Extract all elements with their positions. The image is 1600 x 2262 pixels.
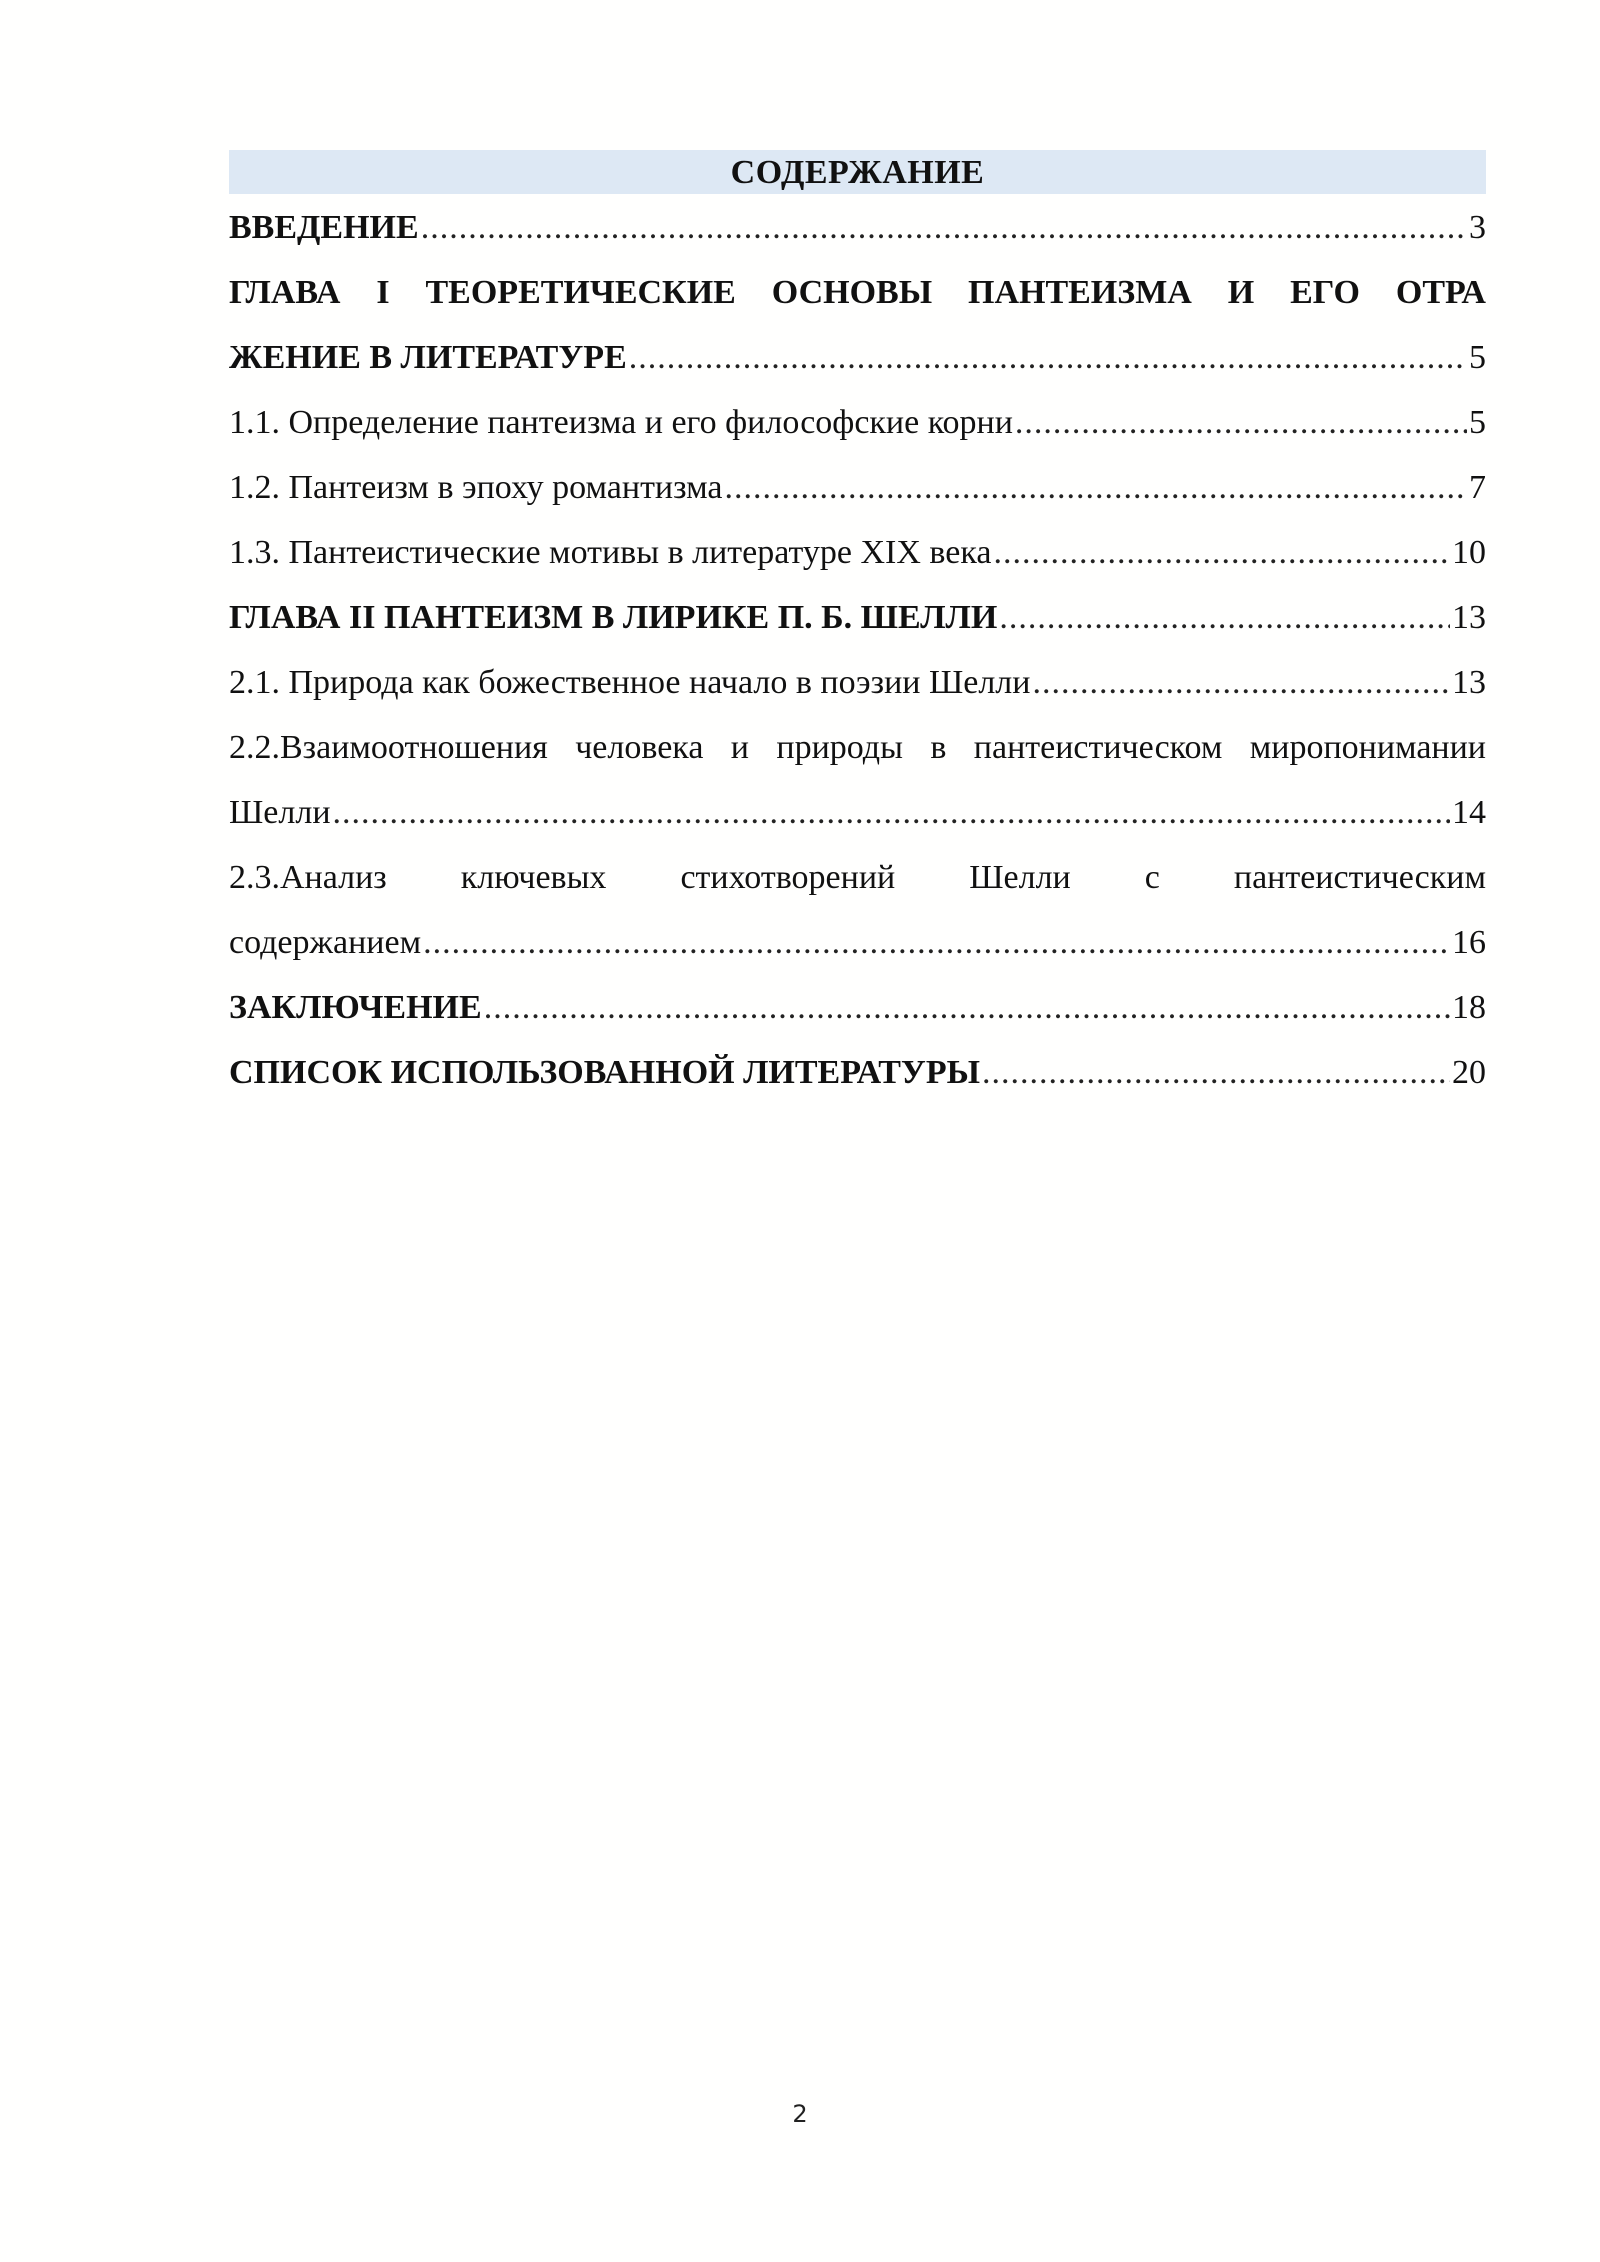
toc-entry-1-3[interactable] — [229, 520, 1486, 585]
toc-entry-label: ГЛАВА II ПАНТЕИЗМ В ЛИРИКЕ П. Б. ШЕЛЛИ — [229, 599, 998, 636]
table-of-contents — [229, 150, 1486, 1105]
toc-entry-label: Шелли — [229, 794, 331, 831]
dot-leader — [982, 1040, 1450, 1105]
toc-entry-page: 3 — [1469, 209, 1486, 246]
toc-entry-label: ВВЕДЕНИЕ — [229, 209, 419, 246]
toc-entry-page: 13 — [1452, 664, 1486, 701]
toc-entry-1-1[interactable] — [229, 390, 1486, 455]
toc-entry-label: ЖЕНИЕ В ЛИТЕРАТУРЕ — [229, 339, 627, 376]
dot-leader — [999, 585, 1450, 650]
toc-entry-label-line1: 2.2.Взаимоотношения человека и природы в пантеистическом миропонимании — [229, 729, 1486, 766]
toc-entry-label: СПИСОК ИСПОЛЬЗОВАННОЙ ЛИТЕРАТУРЫ — [229, 1054, 980, 1091]
toc-entry-label: 1.3. Пантеистические мотивы в литературе XIX века — [229, 534, 992, 571]
toc-title: СОДЕРЖАНИЕ — [229, 150, 1486, 194]
toc-entry-label-line1: 2.3.Анализ ключевых стихотворений Шелли с пантеистическим — [229, 859, 1486, 896]
toc-entry-bibliography[interactable] — [229, 1040, 1486, 1105]
toc-entry-1-2[interactable] — [229, 455, 1486, 520]
toc-entry-2-3[interactable] — [229, 910, 1486, 975]
dot-leader — [484, 975, 1450, 1040]
toc-entry-2-2-line1[interactable] — [229, 715, 1486, 780]
dot-leader — [333, 780, 1450, 845]
page-number: 2 — [792, 2100, 808, 2128]
toc-entry-page: 5 — [1469, 404, 1486, 441]
toc-entry-2-3-line1[interactable] — [229, 845, 1486, 910]
toc-entry-label: 1.2. Пантеизм в эпоху романтизма — [229, 469, 723, 506]
toc-entry-2-2[interactable] — [229, 780, 1486, 845]
toc-entry-page: 16 — [1452, 924, 1486, 961]
toc-entry-page: 14 — [1452, 794, 1486, 831]
toc-entry-page: 20 — [1452, 1054, 1486, 1091]
toc-entry-label: 2.1. Природа как божественное начало в поэзии Шелли — [229, 664, 1031, 701]
toc-entry-introduction[interactable] — [229, 195, 1486, 260]
toc-entry-chapter1[interactable] — [229, 325, 1486, 390]
dot-leader — [993, 520, 1450, 585]
dot-leader — [629, 325, 1467, 390]
dot-leader — [423, 910, 1450, 975]
toc-entry-label-line1: ГЛАВА I ТЕОРЕТИЧЕСКИЕ ОСНОВЫ ПАНТЕИЗМА И ЕГО ОТРА — [229, 274, 1486, 311]
toc-entry-chapter1-line1[interactable] — [229, 260, 1486, 325]
toc-entry-label: ЗАКЛЮЧЕНИЕ — [229, 989, 482, 1026]
dot-leader — [1032, 650, 1450, 715]
dot-leader — [724, 455, 1467, 520]
toc-entry-page: 18 — [1452, 989, 1486, 1026]
toc-entry-label: 1.1. Определение пантеизма и его философские корни — [229, 404, 1013, 441]
toc-entry-conclusion[interactable] — [229, 975, 1486, 1040]
toc-entry-2-1[interactable] — [229, 650, 1486, 715]
toc-entry-page: 7 — [1469, 469, 1486, 506]
toc-entry-page: 5 — [1469, 339, 1486, 376]
dot-leader — [1015, 390, 1467, 455]
toc-entry-chapter2[interactable] — [229, 585, 1486, 650]
toc-entry-page: 10 — [1452, 534, 1486, 571]
toc-entry-page: 13 — [1452, 599, 1486, 636]
toc-entry-label: содержанием — [229, 924, 422, 961]
dot-leader — [421, 195, 1467, 260]
